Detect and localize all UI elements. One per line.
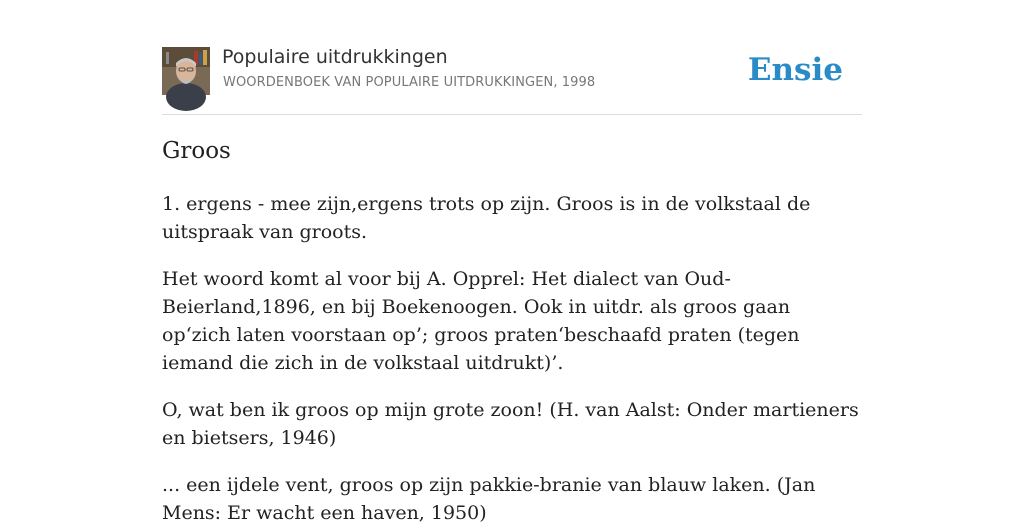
entry-definition: 1. ergens - mee zijn,ergens trots op zijn. Groos is in de volkstaal de uitspraak van groots. (162, 193, 811, 243)
source-title[interactable]: Populaire uitdrukkingen (222, 46, 448, 68)
brand-logo[interactable]: Ensie (747, 52, 843, 88)
entry-title: Groos (162, 138, 231, 164)
source-subtitle: WOORDENBOEK VAN POPULAIRE UITDRUKKINGEN, 1998 (223, 75, 596, 90)
entry-paragraph: Het woord komt al voor bij A. Opprel: Het dialect van Oud-Beierland,1896, en bij Boekenoogen. Ook in uitdr. als groos gaan op‘zich laten voorstaan op’; groos praten‘beschaafd praten (tegen iemand die zich in de volkstaal uitdrukt)’. (162, 268, 800, 374)
entry-quote: ... een ijdele vent, groos op zijn pakkie-branie van blauw laken. (Jan Mens: Er wacht een haven, 1950) (162, 474, 816, 524)
author-avatar[interactable] (162, 47, 210, 95)
entry-quote: O, wat ben ik groos op mijn grote zoon! (H. van Aalst: Onder martieners en bietsers, 1946) (162, 399, 859, 449)
entry-body (162, 190, 862, 527)
avatar-photo-icon (162, 47, 210, 95)
source-header (162, 46, 862, 115)
